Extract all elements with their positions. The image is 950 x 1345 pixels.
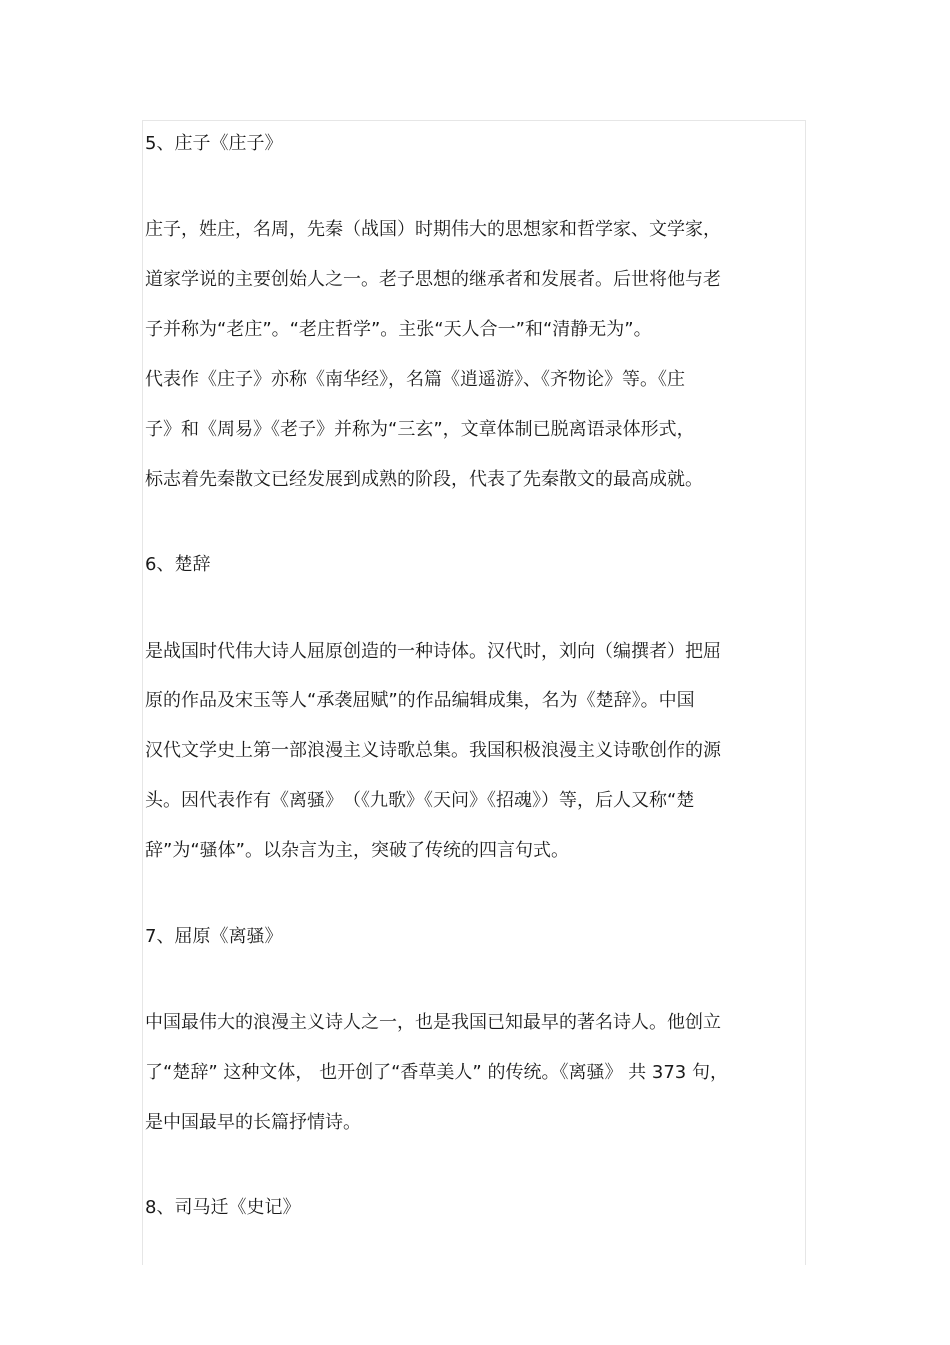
section-heading: 8、司马迁《史记》 [145,1197,301,1218]
paragraph-line: 子》和《周易》《老子》并称为“三玄”，文章体制已脱离语录体形式， [145,419,695,440]
paragraph-line: 代表作《庄子》亦称《南华经》，名篇《逍遥游》、《齐物论》等。《庄 [145,369,685,390]
paragraph-line: 汉代文学史上第一部浪漫主义诗歌总集。我国积极浪漫主义诗歌创作的源 [145,740,721,761]
paragraph-line: 辞”为“骚体”。以杂言为主，突破了传统的四言句式。 [145,840,569,861]
paragraph-line: 头。因代表作有《离骚》 （《九歌》《天问》《招魂》）等，后人又称“楚 [145,790,695,811]
paragraph-line: 是中国最早的长篇抒情诗。 [145,1112,361,1133]
paragraph-line: 子并称为“老庄”。“老庄哲学”。主张“天人合一”和“清静无为”。 [145,319,652,340]
paragraph-line: 庄子，姓庄，名周，先秦（战国）时期伟大的思想家和哲学家、文学家， [145,219,721,240]
paragraph-line: 了“楚辞” 这种文体， 也开创了“香草美人” 的传统。《离骚》 共 373 句， [145,1062,728,1083]
section-heading: 5、庄子《庄子》 [145,133,283,154]
paragraph-line: 道家学说的主要创始人之一。老子思想的继承者和发展者。后世将他与老 [145,269,721,290]
paragraph-line: 是战国时代伟大诗人屈原创造的一种诗体。汉代时，刘向（编撰者）把屈 [145,641,721,662]
paragraph-line: 标志着先秦散文已经发展到成熟的阶段，代表了先秦散文的最高成就。 [145,469,703,490]
section-heading: 6、楚辞 [145,554,211,575]
paragraph-line: 中国最伟大的浪漫主义诗人之一，也是我国已知最早的著名诗人。他创立 [145,1012,721,1033]
section-heading: 7、屈原《离骚》 [145,926,283,947]
paragraph-line: 原的作品及宋玉等人“承袭屈赋”的作品编辑成集，名为《楚辞》。中国 [145,690,695,711]
